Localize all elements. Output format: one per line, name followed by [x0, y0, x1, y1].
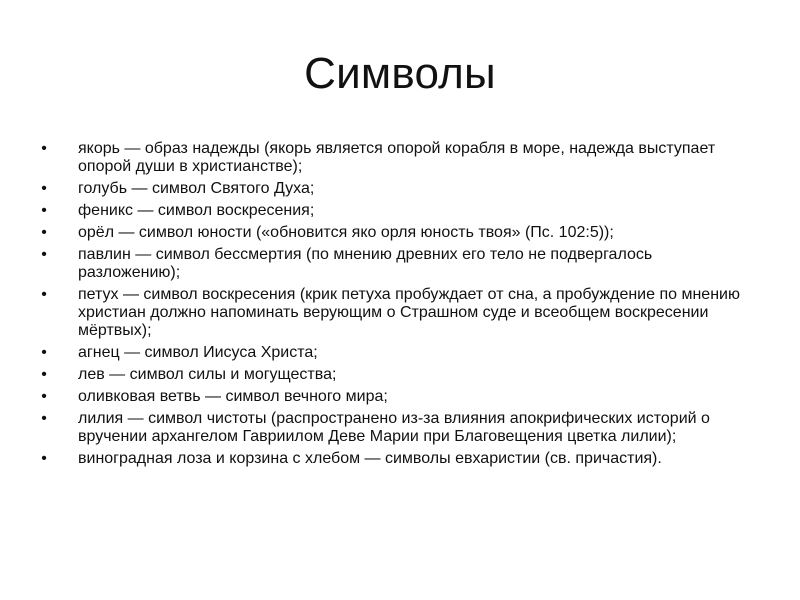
bullet-marker: •	[41, 224, 47, 241]
bullet-text: агнец — символ Иисуса Христа;	[78, 344, 318, 361]
bullet-marker: •	[41, 286, 47, 303]
bullet-item-olive-branch	[36, 388, 756, 406]
bullet-item-lion	[36, 366, 756, 384]
bullet-text: орёл — символ юности («обновится яко орля юность твоя» (Пс. 102:5));	[78, 224, 614, 241]
bullet-text: павлин — символ бессмертия (по мнению древних его тело не подвергалось разложению);	[78, 246, 653, 281]
bullet-marker: •	[41, 202, 47, 219]
slide-title: Символы	[304, 49, 496, 98]
bullet-text: голубь — символ Святого Духа;	[78, 180, 315, 197]
bullet-item-eagle	[36, 224, 756, 242]
bullet-marker: •	[41, 366, 47, 383]
bullet-marker: •	[41, 388, 47, 405]
bullet-item-dove	[36, 180, 756, 198]
bullet-item-anchor	[36, 140, 756, 176]
bullet-text: петух — символ воскресения (крик петуха пробуждает от сна, а пробуждение по мнению христиан должно напоминать верующим о Страшном суде и всеобщем воскресении мёртвых);	[78, 286, 740, 339]
bullet-marker: •	[41, 344, 47, 361]
bullet-text: виноградная лоза и корзина с хлебом — символы евхаристии (св. причастия).	[78, 450, 662, 467]
bullet-item-vine-and-bread	[36, 450, 756, 468]
symbols-bullet-list	[36, 140, 756, 472]
bullet-marker: •	[41, 410, 47, 427]
bullet-text: феникс — символ воскресения;	[78, 202, 315, 219]
bullet-item-lily	[36, 410, 756, 446]
bullet-item-peacock	[36, 246, 756, 282]
bullet-item-phoenix	[36, 202, 756, 220]
bullet-marker: •	[41, 246, 47, 263]
bullet-item-lamb	[36, 344, 756, 362]
bullet-item-rooster	[36, 286, 756, 340]
bullet-text: лев — символ силы и могущества;	[78, 366, 337, 383]
bullet-marker: •	[41, 180, 47, 197]
bullet-marker: •	[41, 450, 47, 467]
bullet-text: якорь — образ надежды (якорь является опорой корабля в море, надежда выступает опорой души в христианстве);	[78, 140, 716, 175]
bullet-marker: •	[41, 140, 47, 157]
bullet-text: лилия — символ чистоты (распространено из-за влияния апокрифических историй о вручении архангелом Гавриилом Деве Марии при Благовещения цветка лилии);	[78, 410, 710, 445]
bullet-text: оливковая ветвь — символ вечного мира;	[78, 388, 388, 405]
